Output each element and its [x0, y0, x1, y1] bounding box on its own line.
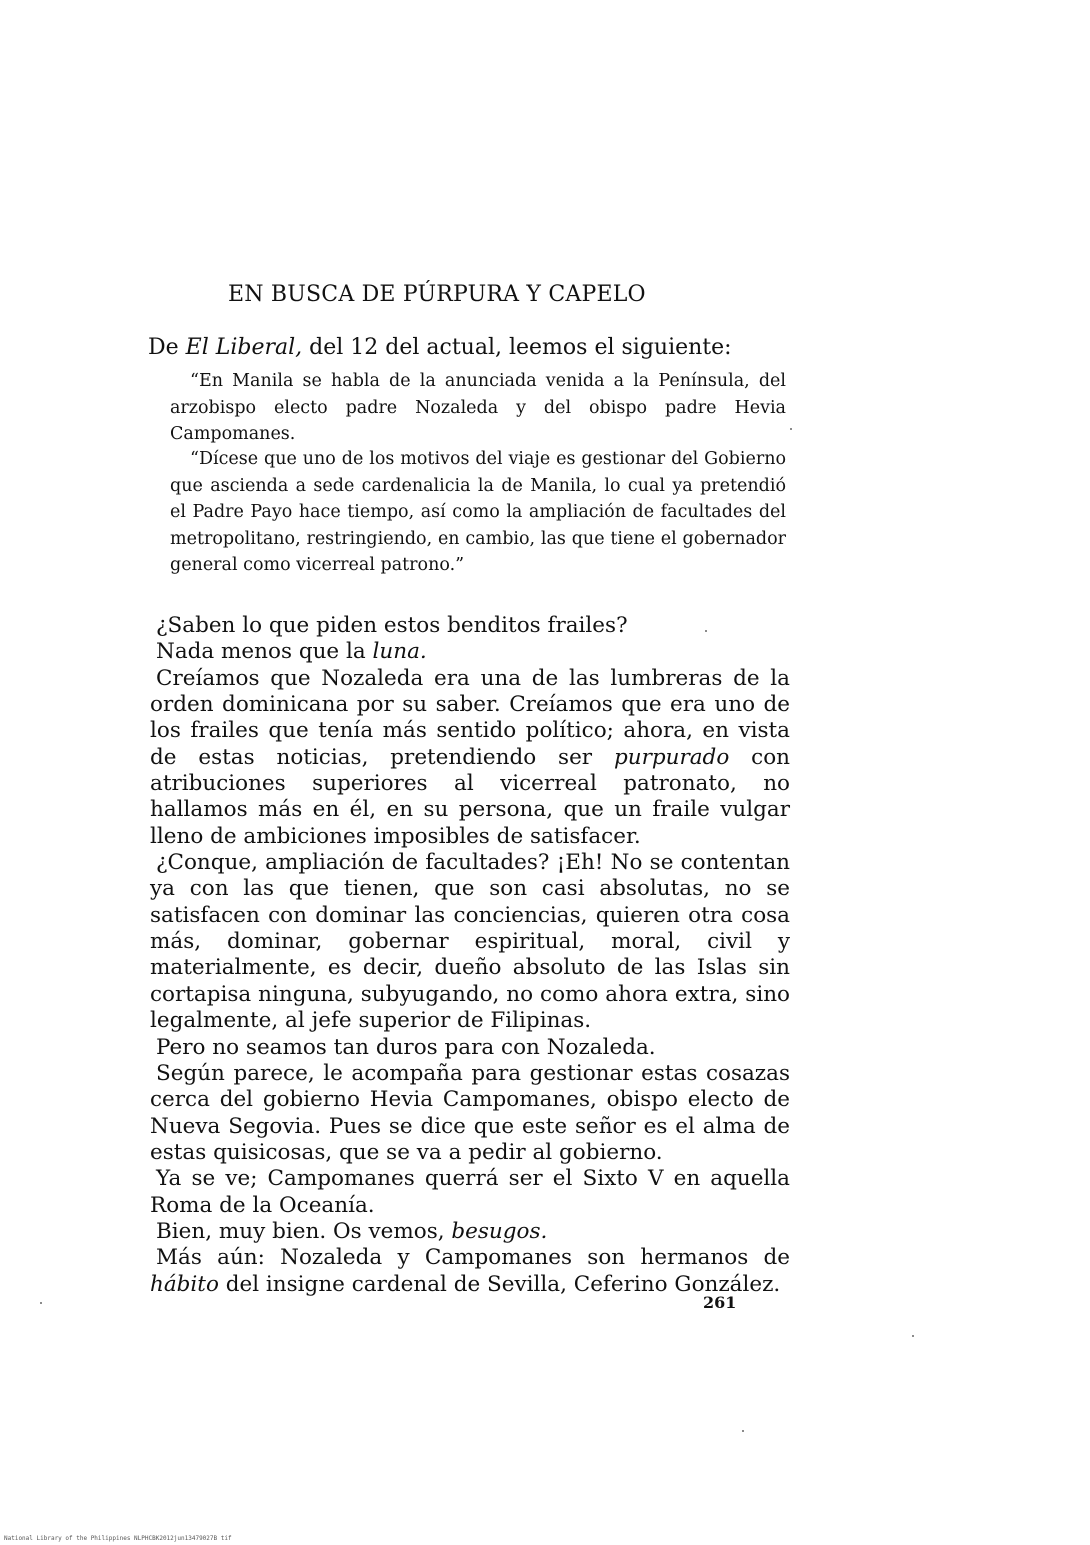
body-paragraph-9: [150, 1245, 790, 1298]
intro-before: De: [148, 335, 186, 360]
body-paragraph-7: Ya se ve; Campomanes querrá ser el Sixto V en aquella Roma de la Oceanía.: [150, 1166, 790, 1218]
p9-text-a: Más aún: Nozaleda y Campomanes son hermanos de: [156, 1245, 790, 1271]
p3-emphasis: purpurado: [613, 744, 730, 770]
scan-speck: [790, 428, 792, 430]
article-body: [150, 613, 790, 1298]
quote-paragraph-1: “En Manila se habla de la anunciada venida a la Península, del arzobispo electo padre Nozaleda y del obispo padre Hevia Campomanes.: [170, 371, 786, 445]
quote-paragraph-2: “Dícese que uno de los motivos del viaje es gestionar del Gobierno que ascienda a sede cardenalicia la de Manila, lo cual ya pretendió el Padre Payo hace tiempo, así como la ampliación de facultades del metropolitano, restringiendo, en cambio, las que tiene el gobernador general como vicerreal patrono.”: [170, 449, 786, 576]
page-number: 261: [703, 1293, 737, 1312]
body-paragraph-5: Pero no seamos tan duros para con Nozaleda.: [156, 1034, 656, 1060]
p8-emphasis: besugos.: [451, 1218, 548, 1244]
intro-source: El Liberal,: [185, 335, 303, 360]
p8-text: Bien, muy bien. Os vemos,: [156, 1218, 452, 1244]
scan-footer: National Library of the Philippines NLPHCBK2012jun13479027B tif: [4, 1535, 232, 1542]
p9-text-b: del insigne cardenal de Sevilla, Ceferino González.: [218, 1271, 781, 1297]
body-paragraph-8: [150, 1219, 790, 1245]
body-paragraph-2: [150, 639, 790, 665]
intro-line: [148, 335, 788, 360]
article-title: EN BUSCA DE PÚRPURA Y CAPELO: [228, 282, 646, 307]
body-paragraph-1: ¿Saben lo que piden estos benditos frailes?: [156, 613, 628, 638]
p3-text-a: Creíamos que Nozaleda era una de las lumbreras de la orden dominicana por su saber. Creíamos que era uno de los frailes que tenía más sentido político; ahora, en vista de estas noticias, pretendiendo ser: [150, 665, 790, 770]
body-paragraph-4: ¿Conque, ampliación de facultades? ¡Eh! No se contentan ya con las que tienen, que son casi absolutas, no se satisfacen con dominar las conciencias, quieren otra cosa más, dominar, gobernar espiritual, moral, civil y materialmente, es decir, dueño absoluto de las Islas sin cortapisa ninguna, subyugando, no como ahora extra, sino legalmente, al jefe superior de Filipinas.: [150, 850, 790, 1034]
scan-speck: [742, 1430, 744, 1432]
intro-after: del 12 del actual, leemos el siguiente:: [302, 335, 732, 360]
scan-speck: [912, 1335, 914, 1337]
p2-text: Nada menos que la: [156, 639, 373, 665]
scan-speck: [40, 1302, 42, 1304]
body-paragraph-3: [150, 666, 790, 850]
p3-text-b: con atribuciones superiores al vicerreal patronato, no hallamos más en él, en su persona, que un fraile vulgar lleno de ambiciones imposibles de satisfacer.: [150, 744, 790, 849]
scan-speck: [705, 630, 707, 632]
body-paragraph-6: Según parece, le acompaña para gestionar estas cosazas cerca del gobierno Hevia Campomanes, obispo electo de Nueva Segovia. Pues se dice que este señor es el alma de estas quisicosas, que se va a pedir al gobierno.: [150, 1060, 790, 1165]
p9-emphasis: hábito: [150, 1271, 219, 1297]
p2-emphasis: luna.: [372, 639, 427, 665]
